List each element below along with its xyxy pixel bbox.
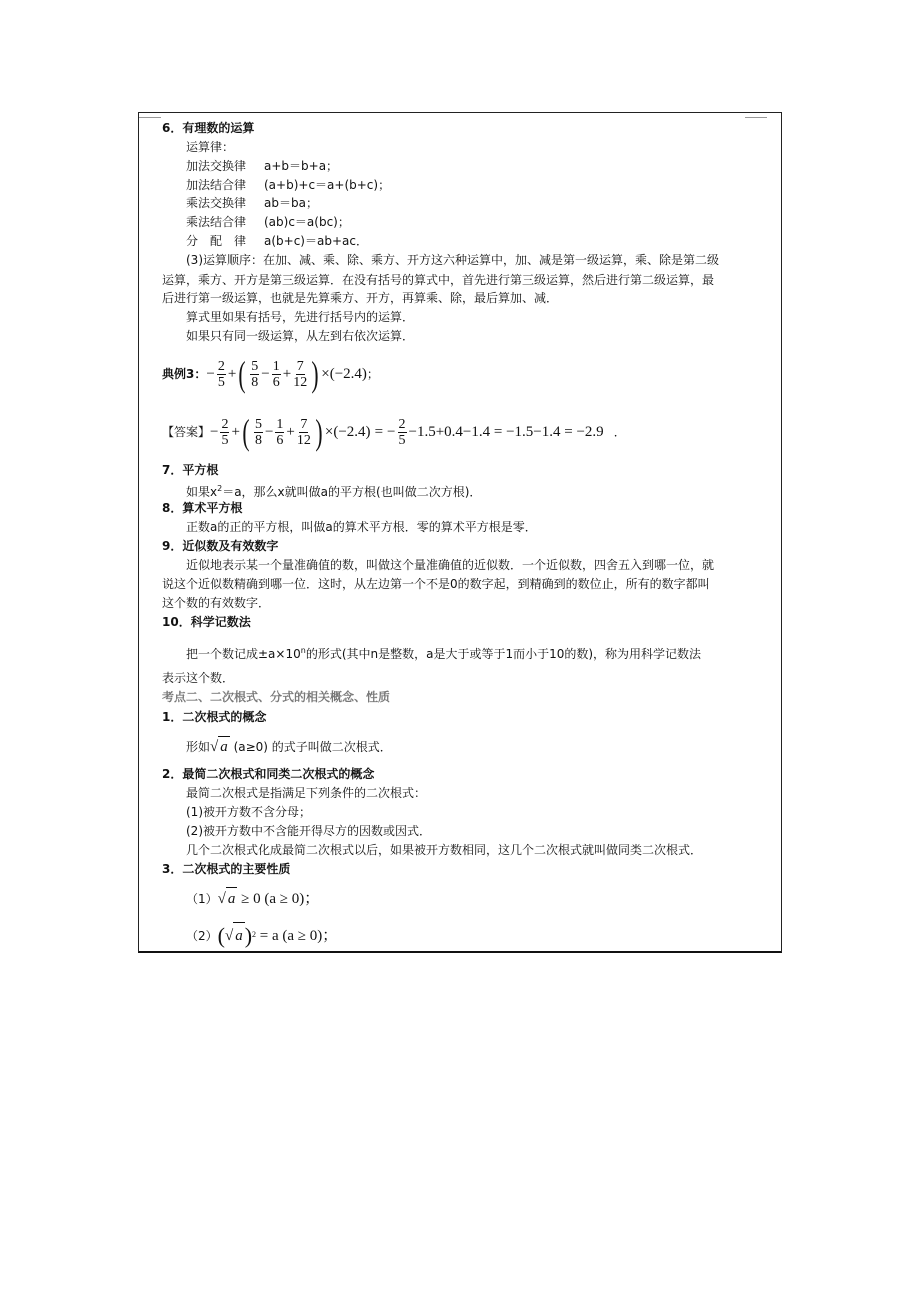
minus-sign: − <box>261 366 270 382</box>
law-row <box>186 195 318 211</box>
section-7-title: 7．平方根 <box>162 463 219 477</box>
plus-sign: + <box>227 366 237 382</box>
law-row <box>186 158 338 174</box>
section-8-title: 8．算术平方根 <box>162 501 243 515</box>
order-line: (3)运算顺序：在加、减、乘、除、乘方、开方这六种运算中，加、减是第一级运算，乘、除是第二级 <box>186 253 720 267</box>
example-label: 典例3： <box>162 367 207 381</box>
section-9-line: 这个数的有效数字． <box>162 596 271 610</box>
section-10-text: 把一个数记成$\pm a\times 10^n$的形式(其中n是整数，a是大于或等于1而小于10的数)，称为用科学记数法 <box>186 646 702 661</box>
law-row <box>186 177 390 193</box>
answer-result: −1.5+0.4−1.4 = −1.5−1.4 = −2.9 <box>408 424 604 440</box>
law-formula: (a+b)+c＝a+(b+c)； <box>264 178 391 192</box>
semicolon: ； <box>366 367 379 381</box>
example-expression: − $\frac{2}{5}$ + ( $\frac{5}{8}$ − $\frac{1}{6}$ + $\frac{7}{12}$ ) ×(−2.4) <box>206 354 367 394</box>
law-formula: a+b＝b+a； <box>264 159 339 173</box>
answer <box>162 410 626 454</box>
fraction: $\frac{7}{12}$ <box>293 358 308 390</box>
section-6-title: 6．有理数的运算 <box>162 121 255 135</box>
radical-2-line: 最简二次根式是指满足下列条件的二次根式： <box>186 786 427 800</box>
fraction: $\frac{7}{12}$ <box>296 416 311 448</box>
section-9-line: 近似地表示某一个量准确值的数，叫做这个量准确值的近似数．一个近似数，四舍五入到哪一位，就 <box>186 558 715 572</box>
section-10-line2: 表示这个数． <box>162 671 235 685</box>
corner-mark-left <box>139 117 161 118</box>
law-row <box>186 233 368 249</box>
property-2-formula: ( √ a ) 2 = a (a ≥ 0)； <box>217 922 338 948</box>
order-line: 运算，乘方、开方是第三级运算．在没有括号的算式中，首先进行第三级运算，然后进行第二级运算，最 <box>162 273 715 287</box>
minus-sign: − <box>206 366 215 382</box>
radical-2-line: 几个二次根式化成最简二次根式以后，如果被开方数相同，这几个二次根式就叫做同类二次根式． <box>186 843 703 857</box>
property-1-formula: √ a ≥ 0 (a ≥ 0)； <box>218 887 320 910</box>
fraction: $\frac{2}{5}$ <box>217 358 225 390</box>
example-3 <box>162 352 379 396</box>
section-10-title: 10．科学记数法 <box>162 615 251 629</box>
law-formula: ab＝ba； <box>264 196 318 210</box>
order-line: 后进行第一级运算，也就是先算乘方、开方，再算乘、除，最后算加、减． <box>162 291 559 305</box>
corner-mark-right <box>745 117 767 118</box>
radical-2-title: 2．最简二次根式和同类二次根式的概念 <box>162 767 375 781</box>
radical-1-title: 1．二次根式的概念 <box>162 710 267 724</box>
radical-3-title: 3．二次根式的主要性质 <box>162 862 291 876</box>
property-1: （1） √ a ≥ 0 (a ≥ 0)； <box>186 887 319 910</box>
fraction: $\frac{1}{6}$ <box>272 358 280 390</box>
answer-label: 【答案】 <box>162 425 211 439</box>
law-name: 乘法结合律 <box>186 215 247 229</box>
fraction: $\frac{5}{8}$ <box>251 358 259 390</box>
plus-sign: + <box>282 366 292 382</box>
law-formula: a(b+c)＝ab+ac． <box>264 234 368 248</box>
section-9-line: 说这个近似数精确到哪一位．这时，从左边第一个不是0的数字起，到精确到的数位止，所有的数字都叫 <box>162 577 710 591</box>
kaodian-2-heading: 考点二、二次根式、分式的相关概念、性质 <box>162 690 391 704</box>
laws-label: 运算律： <box>186 140 235 154</box>
answer-expression: − $\frac{2}{5}$ + ( $\frac{5}{8}$ − $\frac{1}{6}$ + $\frac{7}{12}$ ) ×(−2.4) = − $\frac{2}{5}$ −1.5+0.4−1.4 = −1.5−1.4 = −2.9 <box>210 412 604 452</box>
radical-2-line: (1)被开方数不含分母； <box>186 805 311 819</box>
law-name: 加法交换律 <box>186 159 247 173</box>
law-formula: (ab)c＝a(bc)； <box>264 215 350 229</box>
fraction: $\frac{5}{8}$ <box>254 416 262 448</box>
times-term: ×(−2.4) <box>321 366 367 382</box>
period: ． <box>613 425 626 439</box>
section-7-text: 如果$x^2=a$，那么x就叫做a的平方根(也叫做二次方根)． <box>186 484 482 499</box>
radical-1-text: 形如 √ a (a≥0) 的式子叫做二次根式． <box>186 736 392 757</box>
section-8-text: 正数a的正的平方根，叫做a的算术平方根．零的算术平方根是零． <box>186 520 537 534</box>
radical-2-line: (2)被开方数中不含能开得尽方的因数或因式． <box>186 824 431 838</box>
law-name: 加法结合律 <box>186 178 247 192</box>
section-9-title: 9．近似数及有效数字 <box>162 539 279 553</box>
fraction: $\frac{2}{5}$ <box>221 416 229 448</box>
fraction: $\frac{2}{5}$ <box>398 416 406 448</box>
property-2: （2） ( √ a ) 2 = a (a ≥ 0)； <box>186 922 338 948</box>
rule-paren: 算式里如果有括号，先进行括号内的运算． <box>186 310 415 324</box>
law-name: 乘法交换律 <box>186 196 247 210</box>
equals-sign: = <box>374 424 384 440</box>
law-row <box>186 214 350 230</box>
fraction: $\frac{1}{6}$ <box>276 416 284 448</box>
law-name: 分 配 律 <box>186 234 247 248</box>
sqrt-a: √ a <box>210 736 230 757</box>
rule-same-level: 如果只有同一级运算，从左到右依次运算． <box>186 329 415 343</box>
